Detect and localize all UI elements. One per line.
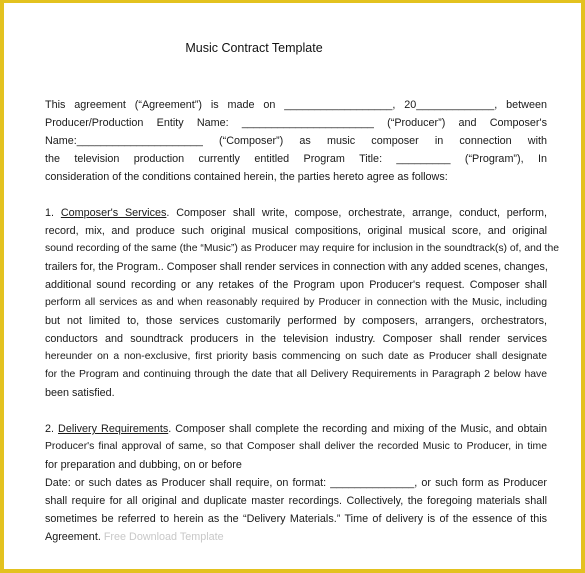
section-line: but not limited to, those services customarily performed by composers, arrangers, orchestrators, [45,315,547,327]
section-line: been satisfied. [45,387,115,399]
section-text: . Composer shall complete the recording and mixing of the Music, and obtain [168,423,547,435]
section-composers-services [45,204,560,402]
intro-line: the television production currently entitled Program Title: _________ (“Program”), In [45,153,547,165]
section-heading: Composer's Services [60,207,167,219]
section-heading-line [45,420,547,438]
section-line: conductors and soundtrack producers in the television industry. Composer shall render services [45,333,547,345]
intro-line: consideration of the conditions contained herein, the parties hereto agree as follows: [45,171,448,183]
page-title: Music Contract Template [185,41,323,55]
section-line: for preparation and dubbing, on or before [45,459,242,471]
section-line: sound recording of the same (the “Music”) as Producer may require for inclusion in the soundtrack(s) of, and the [45,243,560,254]
section-line: record, mix, and produce such original musical compositions, original musical score, and original [45,225,547,237]
contract-body [45,96,560,546]
section-line: hereunder on a non-exclusive, first priority basis commencing on such date as Producer shall designate [45,351,547,362]
intro-line: This agreement (“Agreement”) is made on __________________, 20_____________, between [45,99,547,111]
section-number: 1. [45,207,61,219]
section-line: for the Program and continuing through the date that all Delivery Requirements in Paragraph 2 below have [45,369,547,380]
intro-paragraph [45,96,547,186]
intro-line: Name:_____________________ (“Composer”) as music composer in connection with [45,135,547,147]
section-line: Agreement. Free Download Template [45,531,224,543]
document-page [4,3,581,569]
section-number: 2. [45,423,59,435]
intro-line: Producer/Production Entity Name: ______________________ (“Producer”) and Composer's [45,117,547,129]
section-heading: Delivery Requirements [58,423,169,435]
section-line: perform all services as and when reasonably required by Producer in connection with the Music, including [45,297,547,308]
section-line: trailers for, the Program.. Composer shall render services in connection with any added scenes, changes, [45,261,548,273]
section-line: additional sound recording or any retakes of the Program upon Producer's request. Composer shall [45,279,547,291]
section-line: sometimes be referred to herein as the “Delivery Materials.” Time of delivery is of the essence of this [45,513,547,525]
section-line: Date: or such dates as Producer shall require, on format: ______________, or such form as Producer [45,477,547,489]
watermark-text: Free Download Template [103,531,224,543]
section-heading-line [45,204,547,222]
section-line: Producer's final approval of same, so that Composer shall deliver the recorded Music to Producer, in time [45,441,547,452]
section-line: shall require for all original and duplicate master recordings. Collectively, the foregoing materials shall [45,495,547,507]
section-text: . Composer shall write, compose, orchestrate, arrange, conduct, perform, [166,207,547,219]
section-delivery-requirements [45,420,547,546]
